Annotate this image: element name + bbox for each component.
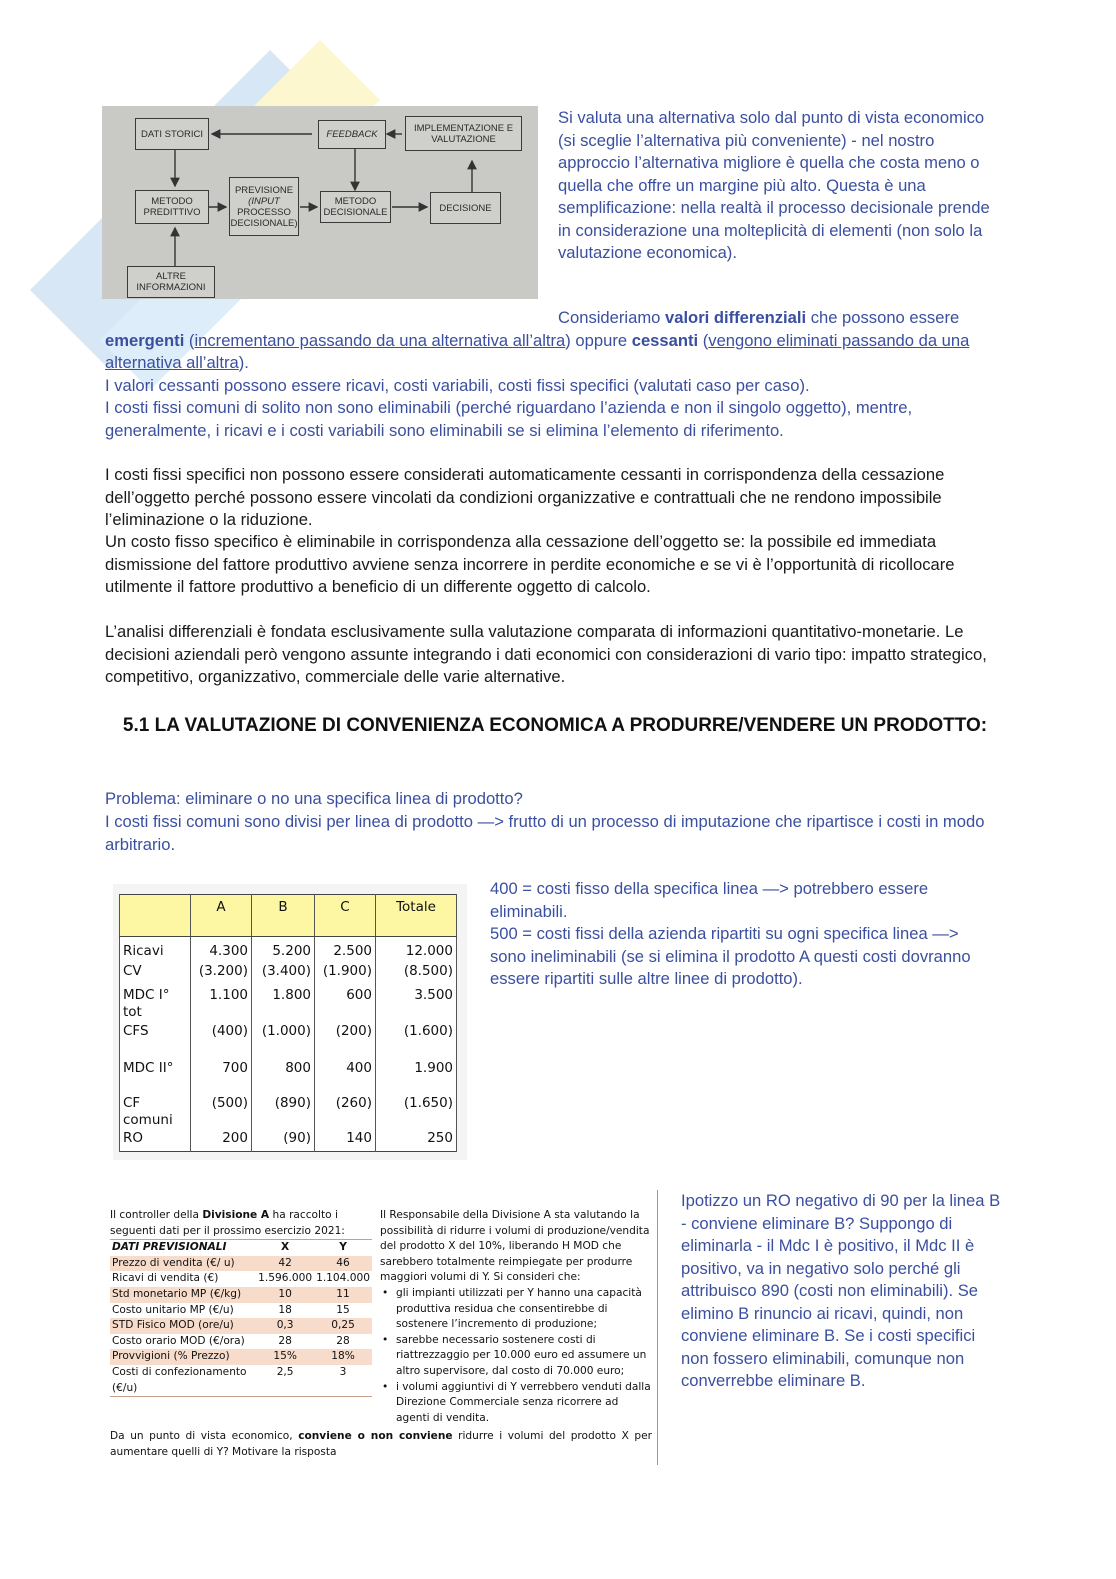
list-item: • sarebbe necessario sostenere costi di riattrezzaggio per 10.000 euro ed assumere un altro supervisore, dal costo di 70.000 euro; — [396, 1333, 652, 1380]
exercise-intro — [110, 1208, 372, 1239]
exercise-data-block — [110, 1208, 372, 1397]
table-header-cell — [120, 895, 191, 937]
table-note-400: 400 = costi fisso della specifica linea —> potrebbero essere eliminabili. — [490, 879, 929, 921]
text-span: ridurre i volumi del prodotto X per aumentare quelli di Y? Motivare la risposta — [110, 1430, 652, 1458]
row-label: RO — [120, 1130, 191, 1152]
row-label: Ricavi — [120, 937, 191, 963]
term-valori-differenziali: valori differenziali — [664, 308, 807, 327]
row-label: MDC I° tot — [120, 987, 191, 1023]
cell-x: 0,3 — [276, 1319, 294, 1332]
division-name: Divisione A — [202, 1209, 270, 1221]
box-implementazione: IMPLEMENTAZIONE E VALUTAZIONE — [405, 116, 522, 151]
analysis-note: Ipotizzo un RO negativo di 90 per la linea B - conviene eliminare B? Suppongo di eliminarla - il Mdc I è positivo, il Mdc II è positivo, va in negativo solo perché gli attribuisco 890 (costi non eliminabili). Se elimino B rinuncio ai ricavi, quindi, non conviene eliminare B. Se i costi specifici non fossero eliminabili, comunque non converrebbe eliminare B. — [681, 1191, 1001, 1390]
row-label: Costo orario MOD (€/ora) — [112, 1334, 245, 1347]
cell-x: 1.596.000 — [258, 1272, 313, 1285]
table-header-cell: Y — [339, 1241, 347, 1254]
cell-value: 1.900 — [376, 1060, 457, 1095]
cell-y: 18% — [331, 1350, 355, 1363]
text-span: ( — [184, 330, 195, 350]
table-row — [110, 1349, 372, 1365]
box-dati-storici: DATI STORICI — [135, 118, 209, 150]
row-label: Prezzo di vendita (€/ u) — [112, 1256, 235, 1269]
cell-y: 0,25 — [331, 1319, 355, 1332]
question-emphasis: conviene o non conviene — [298, 1430, 453, 1442]
table-header-cell: DATI PREVISIONALI — [112, 1241, 227, 1254]
cell-x: 10 — [278, 1287, 292, 1300]
table-header-cell: X — [281, 1241, 290, 1254]
table-row — [110, 1318, 372, 1334]
cell-y: 11 — [336, 1287, 350, 1300]
box-previsione — [229, 177, 299, 236]
problem-explanation: I costi fissi comuni sono divisi per linea di prodotto —> frutto di un processo di imputazione che ripartisce i costi in modo arbitrario. — [105, 812, 985, 854]
cell-value: 2.500 — [315, 937, 376, 963]
cell-value: 3.500 — [376, 987, 457, 1023]
cell-y: 3 — [339, 1365, 347, 1378]
cell-value: (90) — [252, 1130, 315, 1152]
definition-emergenti: incrementano passando da una alternativa all’altra — [194, 330, 566, 350]
cell-value: 200 — [191, 1130, 252, 1152]
exercise-scenario: Il Responsabile della Divisione A sta valutando la possibilità di ridurre i volumi di produzione/vendita del prodotto X del 10%, liberando H MOD che sarebbero totalmente reimpiegate per produrre maggiori volumi di Y. Si consideri che: — [380, 1209, 650, 1284]
table-header-cell: C — [315, 895, 376, 937]
cell-x: 15% — [273, 1350, 297, 1363]
text-span: ( — [698, 330, 709, 350]
box-feedback-label: FEEDBACK — [326, 129, 378, 140]
row-label: Std monetario MP (€/kg) — [112, 1287, 242, 1300]
table-row — [120, 963, 457, 987]
cell-x: 42 — [278, 1256, 292, 1269]
cell-value: 1.100 — [191, 987, 252, 1023]
cell-value: (8.500) — [376, 963, 457, 987]
cell-y: 1.104.000 — [316, 1272, 370, 1285]
previsione-line: PROCESSO — [237, 206, 291, 218]
cell-value: (1.600) — [376, 1023, 457, 1060]
cell-value: 4.300 — [191, 937, 252, 963]
table-row — [120, 937, 457, 963]
table-header-cell: Totale — [376, 895, 457, 937]
cell-x: 28 — [278, 1334, 292, 1347]
definition-cessanti: vengono eliminati passando da una alternativa all’altra — [105, 330, 970, 372]
exercise-divider — [657, 1190, 658, 1465]
cell-value: 800 — [252, 1060, 315, 1095]
text-span: ). — [238, 353, 249, 372]
row-label: Costi di confezionamento (€/u) — [112, 1365, 247, 1394]
product-table-image — [113, 884, 467, 1160]
cell-value: (260) — [315, 1095, 376, 1130]
table-row — [120, 1095, 457, 1130]
cell-value: (500) — [191, 1095, 252, 1130]
table-row — [110, 1271, 372, 1287]
text-span: Il controller della — [110, 1209, 203, 1221]
body-paragraph-2: Un costo fisso specifico è eliminabile in corrispondenza alla cessazione dell’oggetto se: la possibile ed immediata dismissione del fattore produttivo avviene senza incorrere in perdite economiche e se vi è l’opportunità di ricollocare utilmente il fattore produttivo a beneficio di un differente oggetto di calcolo. — [105, 532, 955, 596]
problem-line: Problema: eliminare o no una specifica linea di prodotto? — [105, 789, 523, 808]
differential-values-paragraph — [105, 307, 1005, 375]
text-span: ) oppure — [565, 330, 632, 350]
cell-value: 700 — [191, 1060, 252, 1095]
exercise-scenario-block — [380, 1208, 652, 1426]
previsione-line: (INPUT — [248, 195, 280, 207]
row-label: Ricavi di vendita (€) — [112, 1272, 219, 1285]
cell-value: (400) — [191, 1023, 252, 1060]
cell-value: (3.400) — [252, 963, 315, 987]
row-label: CV — [120, 963, 191, 987]
table-row — [110, 1303, 372, 1319]
table-row — [110, 1256, 372, 1272]
row-label: CF comuni — [120, 1095, 191, 1130]
cell-value: (200) — [315, 1023, 376, 1060]
table-row — [110, 1287, 372, 1303]
section-heading: 5.1 LA VALUTAZIONE DI CONVENIENZA ECONOMICA A PRODURRE/VENDERE UN PRODOTTO: — [122, 715, 988, 736]
table-row — [120, 1023, 457, 1060]
cell-value: (1.000) — [252, 1023, 315, 1060]
cell-value: 1.800 — [252, 987, 315, 1023]
cell-value: (890) — [252, 1095, 315, 1130]
term-emergenti: emergenti — [105, 330, 185, 350]
text-span: ha raccolto i seguenti dati per il prossimo esercizio 2021: — [110, 1209, 345, 1237]
cell-value: 12.000 — [376, 937, 457, 963]
row-label: CFS — [120, 1023, 191, 1060]
cell-value: (1.650) — [376, 1095, 457, 1130]
table-header-row — [120, 895, 457, 937]
box-decisione: DECISIONE — [430, 192, 501, 224]
table-row — [110, 1334, 372, 1350]
text-span: Da un punto di vista economico, — [110, 1430, 299, 1442]
table-header-cell: A — [191, 895, 252, 937]
cell-value: 400 — [315, 1060, 376, 1095]
box-metodo-decisionale: METODO DECISIONALE — [320, 191, 391, 223]
text-span: Consideriamo — [558, 308, 665, 327]
cell-x: 2,5 — [276, 1365, 294, 1378]
list-item: • gli impianti utilizzati per Y hanno una capacità produttiva residua che consentirebbe di sostenere l’incremento di produzione; — [396, 1286, 652, 1333]
cell-y: 46 — [336, 1256, 350, 1269]
row-label: MDC II° — [120, 1060, 191, 1095]
table-row — [120, 1060, 457, 1095]
forecast-data-table — [110, 1239, 372, 1397]
costi-fissi-comuni-line: I costi fissi comuni di solito non sono eliminabili (perché riguardano l’azienda e non il singolo oggetto), mentre, generalmente, i ricavi e i costi variabili sono eliminabili se si elimina l’elemento di riferimento. — [105, 398, 913, 440]
text-span: che possono essere — [806, 308, 960, 327]
box-metodo-predittivo: METODO PREDITTIVO — [135, 190, 209, 224]
product-line-table — [119, 894, 457, 1152]
cell-y: 28 — [336, 1334, 350, 1347]
table-row — [120, 1130, 457, 1152]
cell-value: (1.900) — [315, 963, 376, 987]
body-paragraph-3: L’analisi differenziali è fondata esclusivamente sulla valutazione comparata di informazioni quantitativo-monetarie. Le decisioni aziendali però vengono assunte integrando i dati economici con considerazioni di vario tipo: impatto strategico, competitivo, organizzativo, commerciale delle varie alternative. — [105, 622, 987, 686]
box-feedback — [318, 120, 386, 149]
cell-y: 15 — [336, 1303, 350, 1316]
cell-x: 18 — [278, 1303, 292, 1316]
table-header-row — [110, 1240, 372, 1256]
cell-value: 600 — [315, 987, 376, 1023]
table-header-cell: B — [252, 895, 315, 937]
decision-process-diagram — [102, 106, 538, 299]
table-note-500: 500 = costi fissi della azienda ripartiti su ogni specifica linea —> sono ineliminabili (se si elimina il prodotto A questi costi dovranno essere ripartiti sulle altre linee di prodotto). — [490, 924, 971, 988]
previsione-line: PREVISIONE — [234, 184, 294, 196]
exercise-conditions-list — [380, 1286, 652, 1426]
body-paragraph-1: I costi fissi specifici non possono essere considerati automaticamente cessanti in corrispondenza della cessazione dell’oggetto perché possono essere vincolati da condizioni organizzative e contrattuali che ne rendono impossibile l’eliminazione o la riduzione. — [105, 465, 945, 529]
cell-value: 5.200 — [252, 937, 315, 963]
row-label: Costo unitario MP (€/u) — [112, 1303, 234, 1316]
cell-value: (3.200) — [191, 963, 252, 987]
row-label: STD Fisico MOD (ore/u) — [112, 1319, 234, 1332]
table-row — [110, 1365, 372, 1397]
box-altre-informazioni: ALTRE INFORMAZIONI — [127, 266, 215, 298]
exercise-question — [110, 1429, 652, 1460]
term-cessanti: cessanti — [631, 330, 699, 350]
list-item: • i volumi aggiuntivi di Y verrebbero venduti dalla Direzione Commerciale senza ricorrere ad agenti di vendita. — [396, 1380, 652, 1427]
cell-value: 140 — [315, 1130, 376, 1152]
table-row — [120, 987, 457, 1023]
row-label: Provvigioni (% Prezzo) — [112, 1350, 230, 1363]
previsione-line: DECISIONALE) — [230, 217, 298, 229]
cell-value: 250 — [376, 1130, 457, 1152]
cessanti-line: I valori cessanti possono essere ricavi, costi variabili, costi fissi specifici (valutati caso per caso). — [105, 376, 810, 395]
diagram-side-note: Si valuta una alternativa solo dal punto di vista economico (si sceglie l’alternativa più conveniente) - nel nostro approccio l’alternativa migliore è quella che costa meno o quella che offre un margine più alto. Questa è una semplificazione: nella realtà il processo decisionale prende in considerazione una molteplicità di elementi (non solo la valutazione economica). — [558, 108, 990, 262]
